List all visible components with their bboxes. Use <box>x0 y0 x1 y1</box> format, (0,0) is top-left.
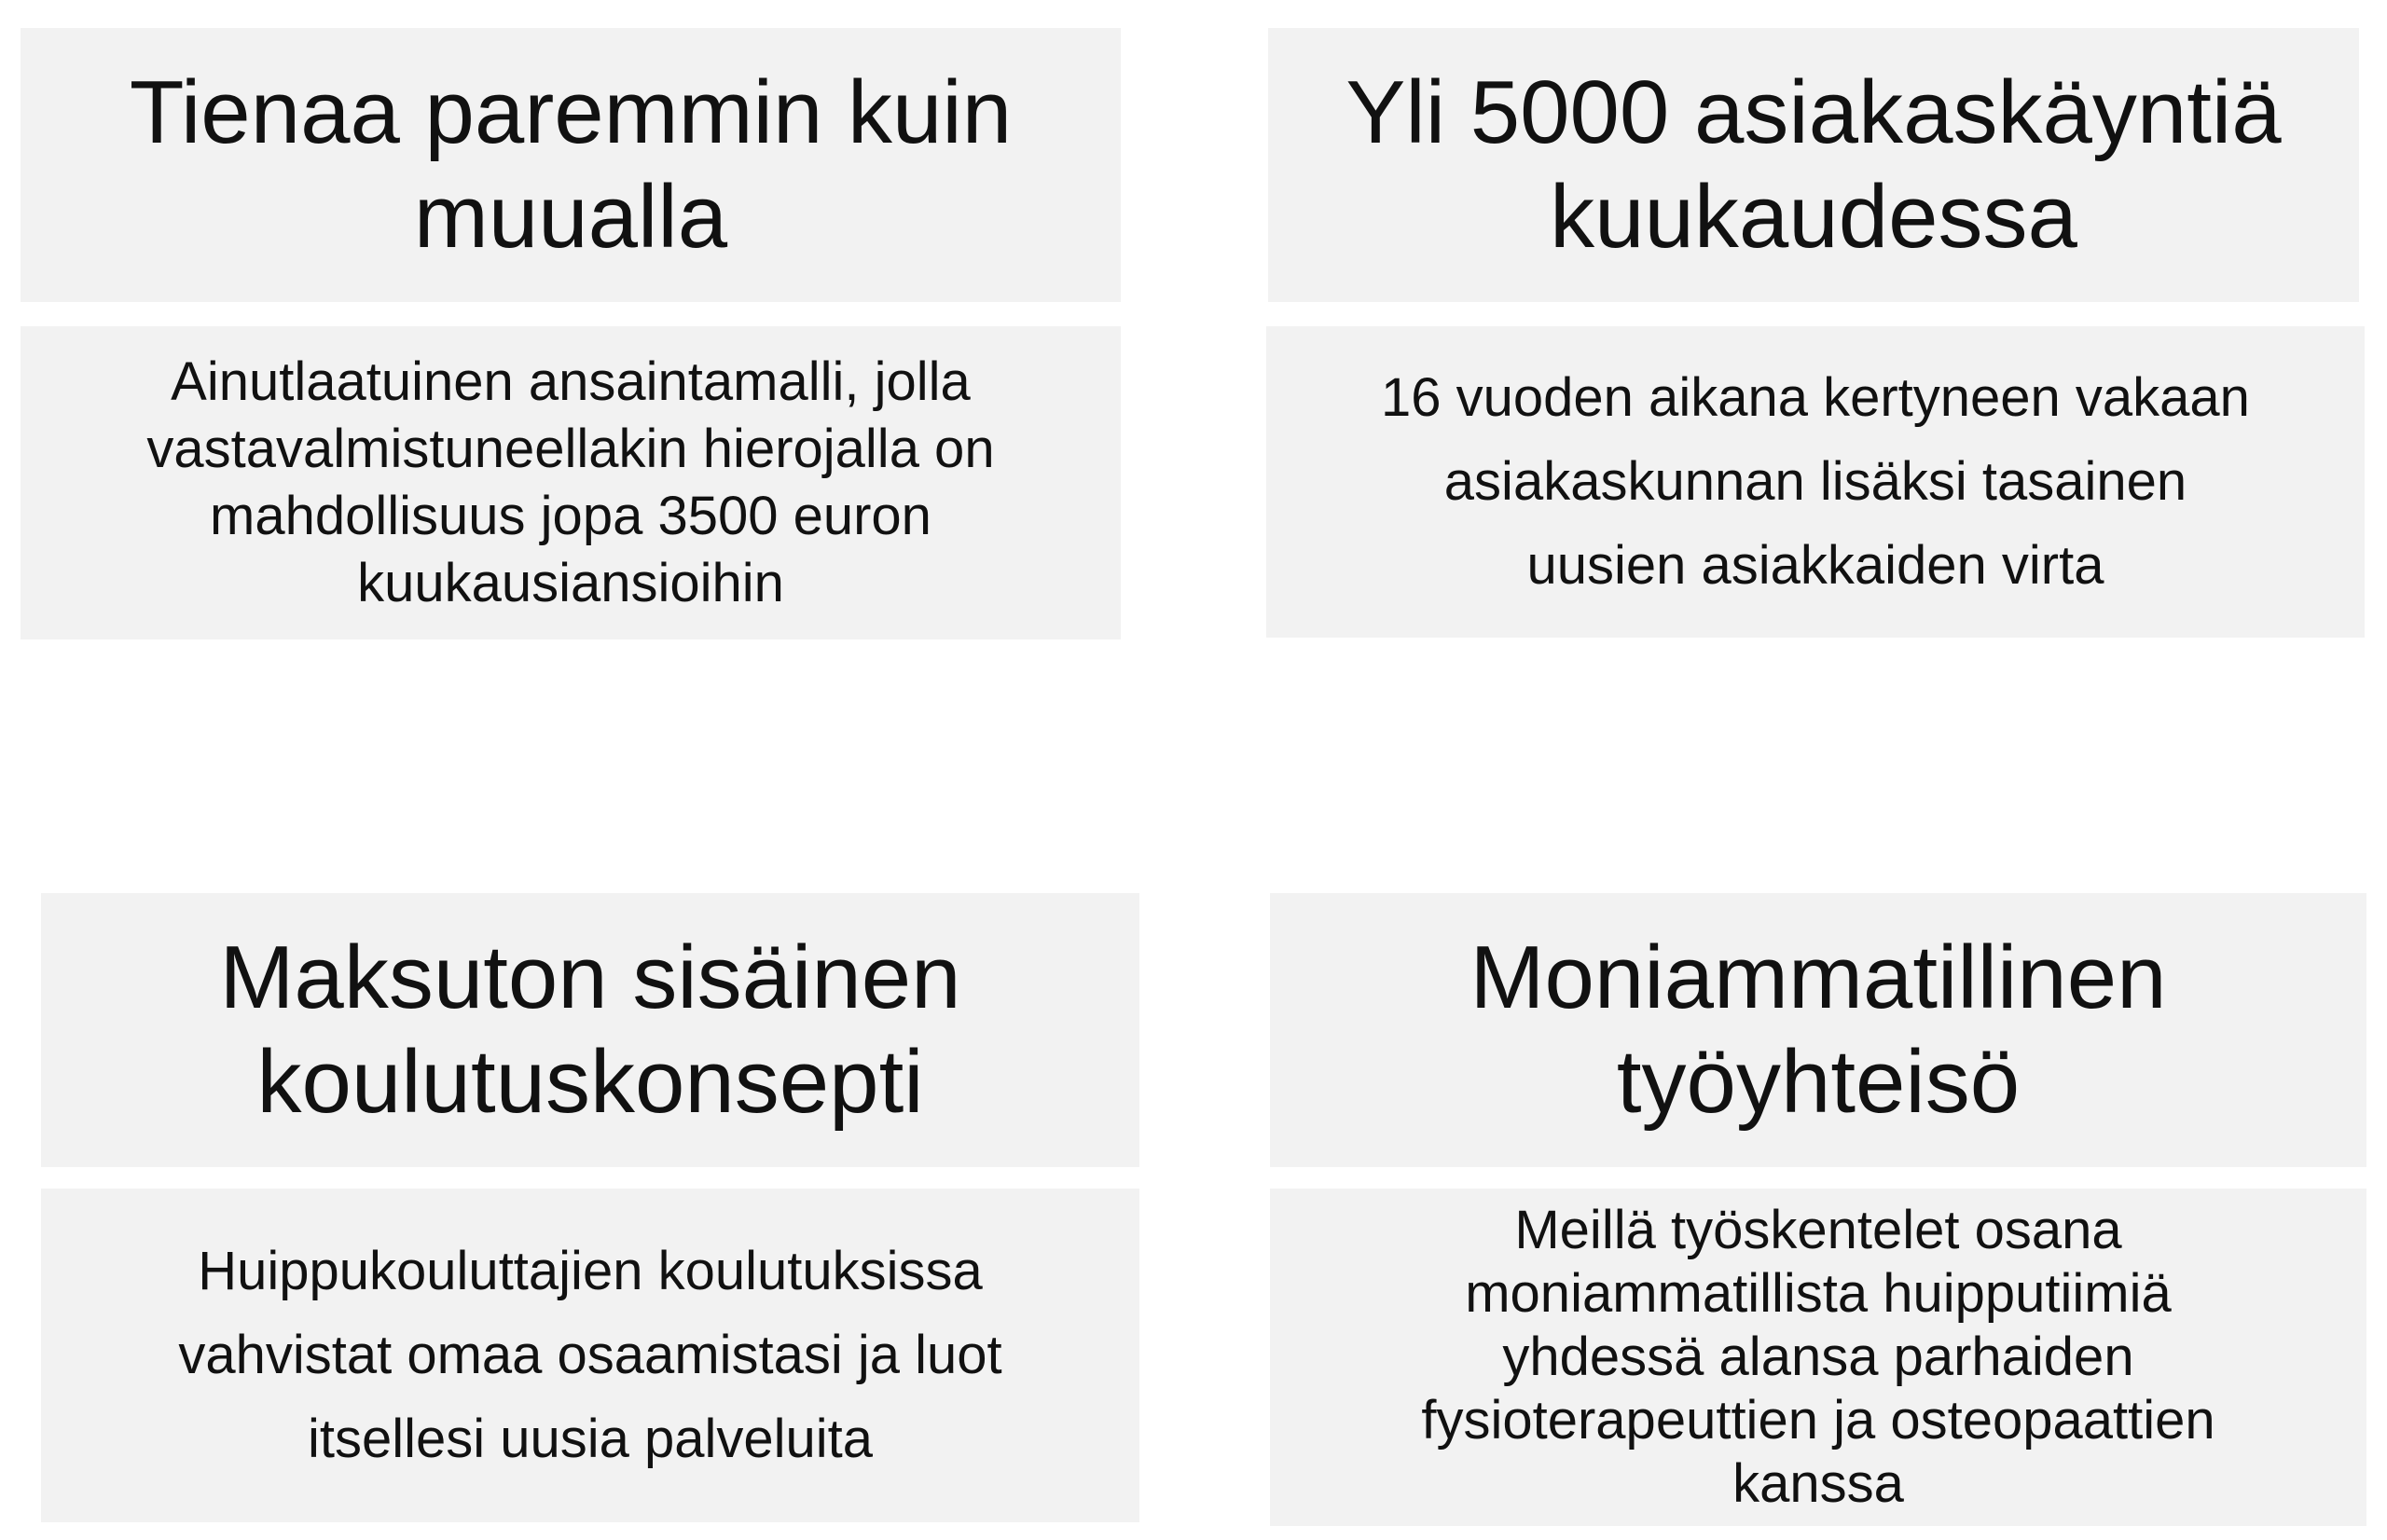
card-4-text-box <box>1270 1189 2366 1526</box>
card-2-title-box <box>1268 28 2359 302</box>
card-4-title-box <box>1270 893 2366 1167</box>
card-3-title: Maksuton sisäinen koulutuskonsepti <box>219 928 961 1132</box>
card-4-title: Moniammatillinen työyhteisö <box>1469 928 2167 1132</box>
card-3-text-box <box>41 1189 1139 1522</box>
card-2-text: 16 vuoden aikana kertyneen vakaan asiakaskunnan lisäksi tasainen uusien asiakkaiden virta <box>1381 367 2250 596</box>
card-1-title-box <box>21 28 1121 302</box>
card-3-text: Huippukouluttajien koulutuksissa vahvistat omaa osaamistasi ja luot itsellesi uusia palveluita <box>178 1241 1002 1469</box>
card-1-text: Ainutlaatuinen ansaintamalli, jolla vastavalmistuneellakin hierojalla on mahdollisuus jopa 3500 euron kuukausiansioihin <box>146 351 995 613</box>
card-2-text-box <box>1266 326 2365 638</box>
card-2-title: Yli 5000 asiakaskäyntiä kuukaudessa <box>1345 62 2282 267</box>
card-4-text: Meillä työskentelet osana moniammatillista huipputiimiä yhdessä alansa parhaiden fysioterapeuttien ja osteopaattien kanssa <box>1421 1200 2215 1514</box>
card-1-title: Tienaa paremmin kuin muualla <box>129 62 1013 267</box>
card-1-text-box <box>21 326 1121 639</box>
card-3-title-box <box>41 893 1139 1167</box>
